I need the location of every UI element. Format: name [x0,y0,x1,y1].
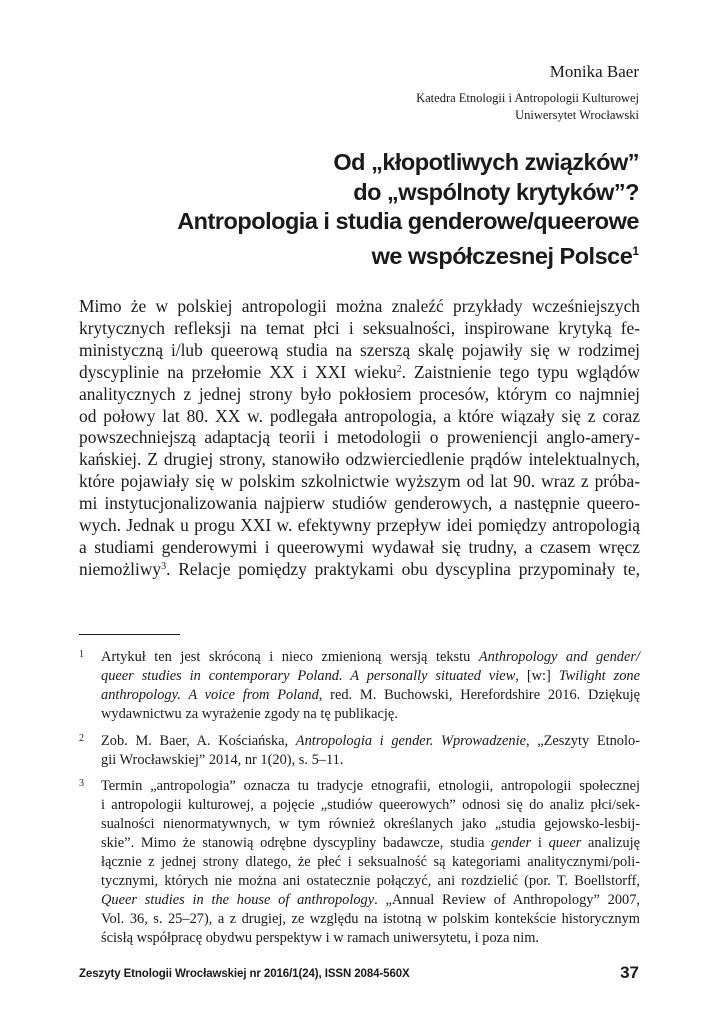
footnote-line [101,834,640,853]
body-line: a studiami genderowymi i queerowymi wydawał się trudny, a czasem wręcz [79,536,640,557]
footnote-line: tycznymi, których nie można ani ostatecznie połączyć, ani rozdzielić (por. T. Boellstorff, [101,872,640,889]
footnote-line: łącznie z jednej strony dlatego, że płeć i seksualność są kategoriami analitycznymi/poli- [101,854,640,871]
body-text: niemożliwy [79,558,162,579]
footnote-italic: Queer studies in the house of anthropology [101,891,375,908]
footnote-number: 3 [79,778,84,790]
author-name: Monika Baer [549,62,639,81]
body-line: analitycznych z jednej strony było pokłosiem procesów, którym co najmniej [79,383,640,404]
body-text: dyscyplinie na przełomie XX i XXI wieku [79,361,397,382]
footnote-number: 1 [79,649,84,660]
body-line [79,362,640,384]
footnote-italic: anthropology. A voice from Poland [101,686,319,703]
title-line: Antropologia i studia genderowe/queerowe [177,208,639,234]
footnote-italic: Twilight zone [558,667,640,684]
footnote-line: ścisłą współpracę obydwu perspektyw i w ramach uniwersytetu, i poza nim. [101,929,540,946]
author-affiliation [416,90,639,124]
body-line: Mimo że w polskiej antropologii można znaleźć przykłady wcześniejszych [79,296,640,316]
footnote-italic: queer studies in contemporary Poland. A personally situated view [101,667,516,684]
body-line: od połowy lat 80. XX w. podlegała antropologia, a które wiązały się z coraz [79,405,640,426]
footnote-line: gii Wrocławskiej” 2014, nr 1(20), s. 5–11. [101,751,344,768]
footnote-line [101,686,640,705]
footnote-number: 2 [79,732,84,744]
footnote-line [101,732,640,751]
footnote-separator [79,634,180,635]
footnote-line: sualności nienormatywnych, w tym również określanych jako „studia gejowsko-lesbij- [101,816,640,833]
body-line: powszechniejszą adaptacją teorii i metodologii o proweniencji anglo-amery- [79,427,640,448]
footnote-italic: Antropologia i gender. Wprowadzenie [295,732,526,749]
affiliation-university: Uniwersytet Wrocławski [515,108,639,122]
footnote-ref-2[interactable]: 2 [396,363,402,375]
affiliation-department: Katedra Etnologii i Antropologii Kulturowej [416,91,639,105]
footnote-text: . „Annual Review of Anthropology” 2007, [374,891,640,908]
footnote-line [101,891,640,910]
footnote-line [101,667,640,686]
body-line [79,559,640,581]
footnotes [79,648,640,956]
body-paragraph [79,296,640,581]
page-number: 37 [620,963,639,982]
footnote-text: , [w:] [515,667,559,684]
footnote-text: , red. M. Buchowski, Herefordshire 2016. Dziękuję [318,686,640,703]
footnote-line: Termin „antropologia” oznacza tu tradycje etnografii, etnologii, antropologii społecznej [101,778,640,795]
journal-footer: Zeszyty Etnologii Wrocławskiej nr 2016/1(24), ISSN 2084-560X [79,968,410,980]
article-title [39,148,639,271]
footnote-text: Artykuł ten jest skróconą i nieco zmienioną wersją tekstu [101,649,479,665]
body-text: . Zaistnienie tego typu wglądów [401,361,640,382]
footnote-text: skie”. Mimo że stanowią odrębne dyscypliny badawcze, studia [101,835,492,852]
footnote-text: Zob. M. Baer, A. Kościańska, [101,732,296,749]
body-line: kańskiej. Z drugiej strony, stanowiło odzwierciedlenie prądów intelektualnych, [79,449,640,470]
footnote-line: wydawnictwu za wyrażenie zgody na tę publikację. [101,705,398,722]
footnote-line: i antropologii kulturowej, a pojęcie „studiów queerowych” odnosi się do analiz płci/sek- [101,797,640,814]
footnote-text: i [531,835,549,852]
body-line: które pojawiały się w polskim szkolnictwie wyższym od lat 90. wraz z próba- [79,471,640,492]
footnote-italic: queer [548,835,582,852]
title-line [39,237,639,272]
footnote-3 [79,777,640,947]
body-line: ministyczną i/lub queerową studia na szerszą skalę pojawiły się w rodzimej [79,339,640,360]
footnote-ref-3[interactable]: 3 [161,560,167,572]
title-text: we współczesnej Polsce [371,242,633,269]
body-text: . Relacje pomiędzy praktykami obu dyscyplina przypominały te, [166,558,640,579]
body-line: wych. Jednak u progu XXI w. efektywny przepływ idei pomiędzy antropologią [79,515,640,536]
title-line: do „wspólnoty krytyków”? [353,178,639,205]
footnote-text: , „Zeszyty Etnolo- [525,732,640,749]
title-line: Od „kłopotliwych związków” [333,149,639,175]
footnote-text: analizuję [581,835,640,852]
body-line: mi instytucjonalizowania najpierw studiów genderowych, a następnie queero- [79,493,640,514]
footnote-italic: gender [491,835,532,852]
title-footnote-ref[interactable]: 1 [632,243,639,258]
footnote-line [101,648,640,667]
footnote-italic: Anthropology and gender/ [478,649,640,665]
body-line: krytycznych refleksji na temat płci i seksualności, inspirowane krytyką fe- [79,317,640,338]
footnote-1 [79,648,640,724]
footnote-2 [79,732,640,770]
footnote-line: Vol. 36, s. 25–27), a z drugiej, ze względu na istotną w polskim kontekście historycznym [101,910,640,927]
